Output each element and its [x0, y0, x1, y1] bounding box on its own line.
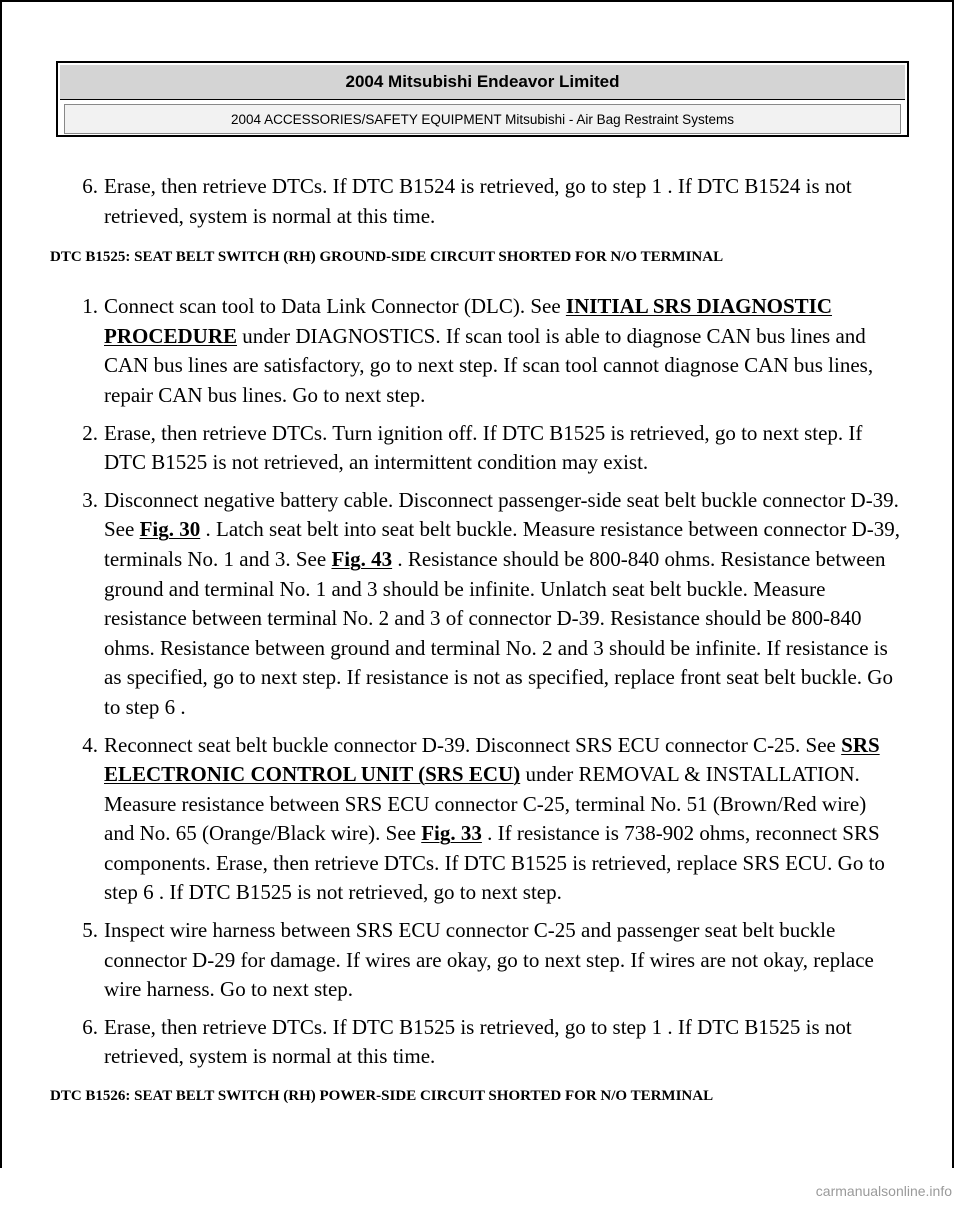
- step-text: . If resistance is 738-902 ohms, reconnect SRS components. Erase, then retrieve DTCs. If DTC B1525 is retrieved, replace SRS ECU. Go to step 6 . If DTC B1525 is not retrieved, go to next step.: [104, 821, 885, 905]
- step-item: [50, 916, 900, 1005]
- step-item: [50, 1013, 900, 1072]
- document-subtitle: 2004 ACCESSORIES/SAFETY EQUIPMENT Mitsubishi - Air Bag Restraint Systems: [64, 104, 901, 134]
- document-body: [50, 172, 900, 1106]
- step-text: Erase, then retrieve DTCs. If DTC B1525 is retrieved, go to step 1 . If DTC B1525 is not retrieved, system is normal at this time.: [104, 1014, 852, 1069]
- step-item: [50, 419, 900, 478]
- step-number: 6.: [82, 1014, 98, 1039]
- step-text: . Latch seat belt into seat belt buckle. Measure resistance between connector D-39, terminals No. 1 and 3. See: [104, 517, 900, 571]
- fig-43-link[interactable]: Fig. 43: [331, 546, 393, 571]
- fig-33-link[interactable]: Fig. 33: [421, 821, 482, 846]
- srs-ecu-link[interactable]: SRS ELECTRONIC CONTROL UNIT (SRS ECU): [104, 732, 880, 787]
- step-item: [50, 292, 900, 410]
- step-text: . Resistance should be 800-840 ohms. Resistance between ground and terminal No. 1 and 3 should be infinite. Unlatch seat belt buckle. Measure resistance between terminal No. 2 and 3 of connector D-39. Resistance should be 800-840 ohms. Resistance between ground and terminal No. 2 and 3 should be infinite. If resistance is as specified, go to next step. If resistance is not as specified, replace front seat belt buckle. Go to step 6 .: [104, 546, 893, 719]
- step-number: 2.: [82, 420, 98, 445]
- step-number: 6.: [82, 174, 98, 198]
- step-text: Inspect wire harness between SRS ECU connector C-25 and passenger seat belt buckle connector D-29 for damage. If wires are okay, go to next step. If wires are not okay, replace wire harness. Go to next step.: [104, 918, 874, 1002]
- step-text: Reconnect seat belt buckle connector D-39. Disconnect SRS ECU connector C-25. See: [104, 732, 842, 757]
- step-number: 5.: [82, 918, 98, 943]
- step-item: [50, 172, 900, 231]
- step-text: Disconnect negative battery cable. Disconnect passenger-side seat belt buckle connector D-39. See: [104, 487, 899, 542]
- step-text: under REMOVAL & INSTALLATION. Measure resistance between SRS ECU connector C-25, terminal No. 51 (Brown/Red wire) and No. 65 (Orange/Black wire). See: [104, 762, 867, 846]
- step-text: under DIAGNOSTICS. If scan tool is able to diagnose CAN bus lines and CAN bus lines are satisfactory, go to next step. If scan tool cannot diagnose CAN bus lines, repair CAN bus lines. Go to next step.: [104, 323, 874, 407]
- fig-30-link[interactable]: Fig. 30: [139, 517, 201, 542]
- step-number: 1.: [82, 294, 98, 319]
- step-text: Erase, then retrieve DTCs. Turn ignition off. If DTC B1525 is retrieved, go to next step. If DTC B1525 is not retrieved, an intermittent condition may exist.: [104, 420, 863, 475]
- step-item: [50, 731, 900, 909]
- step-text: Connect scan tool to Data Link Connector (DLC). See: [104, 294, 566, 319]
- footer-watermark: carmanualsonline.info: [815, 1183, 952, 1199]
- step-item: [50, 486, 900, 723]
- step-number: 4.: [82, 732, 98, 757]
- document-header: [56, 61, 909, 137]
- initial-srs-procedure-link[interactable]: INITIAL SRS DIAGNOSTIC PROCEDURE: [104, 294, 832, 348]
- step-text: Erase, then retrieve DTCs. If DTC B1524 is retrieved, go to step 1 . If DTC B1524 is not retrieved, system is normal at this time.: [104, 174, 852, 228]
- document-title: 2004 Mitsubishi Endeavor Limited: [60, 65, 905, 100]
- section-heading: DTC B1526: SEAT BELT SWITCH (RH) POWER-SIDE CIRCUIT SHORTED FOR N/O TERMINAL: [50, 1088, 714, 1105]
- section-heading: DTC B1525: SEAT BELT SWITCH (RH) GROUND-SIDE CIRCUIT SHORTED FOR N/O TERMINAL: [50, 249, 724, 266]
- step-number: 3.: [82, 487, 98, 512]
